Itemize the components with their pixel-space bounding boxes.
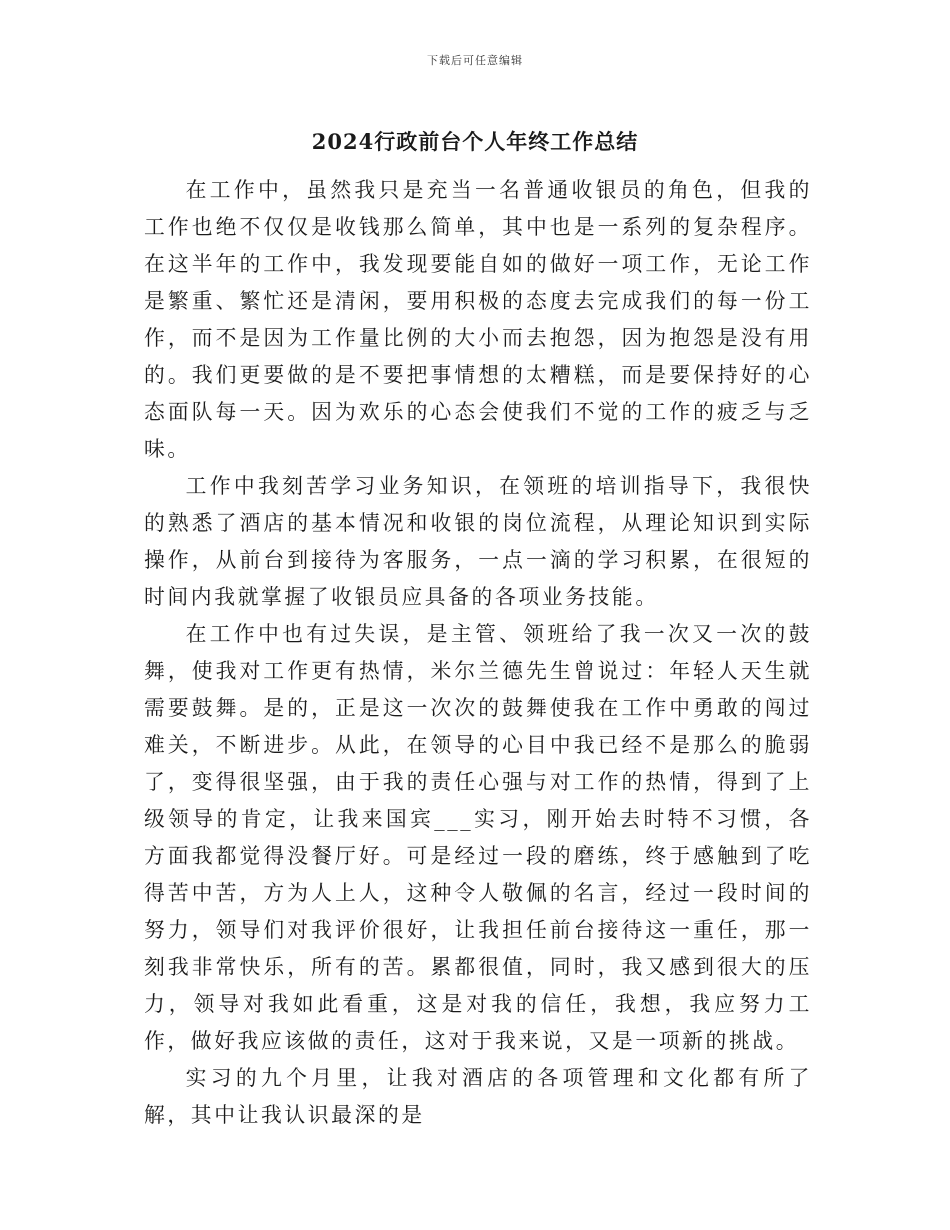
paragraph: 在工作中也有过失误，是主管、领班给了我一次又一次的鼓舞，使我对工作更有热情，米尔兰德先生曾说过：年轻人天生就需要鼓舞。是的，正是这一次次的鼓舞使我在工作中勇敢的闯过难关，不断进步。从此，在领导的心目中我已经不是那么的脆弱了，变得很坚强，由于我的责任心强与对工作的热情，得到了上级领导的肯定，让我来国宾___实习，刚开始去时特不习惯，各方面我都觉得没餐厅好。可是经过一段的磨练，终于感触到了吃得苦中苦，方为人上人，这种令人敬佩的名言，经过一段时间的努力，领导们对我评价很好，让我担任前台接待这一重任，那一刻我非常快乐，所有的苦。累都很值，同时，我又感到很大的压力，领导对我如此看重，这是对我的信任，我想，我应努力工作，做好我应该做的责任，这对于我来说，又是一项新的挑战。: [144, 622, 812, 1053]
document-body: [144, 172, 812, 1134]
document-title: 2024行政前台个人年终工作总结: [311, 129, 639, 154]
paragraph: 实习的九个月里，让我对酒店的各项管理和文化都有所了解，其中让我认识最深的是: [144, 1066, 812, 1127]
paragraph: 工作中我刻苦学习业务知识，在领班的培训指导下，我很快的熟悉了酒店的基本情况和收银的岗位流程，从理论知识到实际操作，从前台到接待为客服务，一点一滴的学习积累，在很短的时间内我就掌握了收银员应具备的各项业务技能。: [144, 474, 812, 609]
paragraph: 在工作中，虽然我只是充当一名普通收银员的角色，但我的工作也绝不仅仅是收钱那么简单，其中也是一系列的复杂程序。在这半年的工作中，我发现要能自如的做好一项工作，无论工作是繁重、繁忙还是清闲，要用积极的态度去完成我们的每一份工作，而不是因为工作量比例的大小而去抱怨，因为抱怨是没有用的。我们更要做的是不要把事情想的太糟糕，而是要保持好的心态面队每一天。因为欢乐的心态会使我们不觉的工作的疲乏与乏味。: [144, 178, 812, 461]
header-note: 下载后可任意编辑: [427, 54, 523, 67]
